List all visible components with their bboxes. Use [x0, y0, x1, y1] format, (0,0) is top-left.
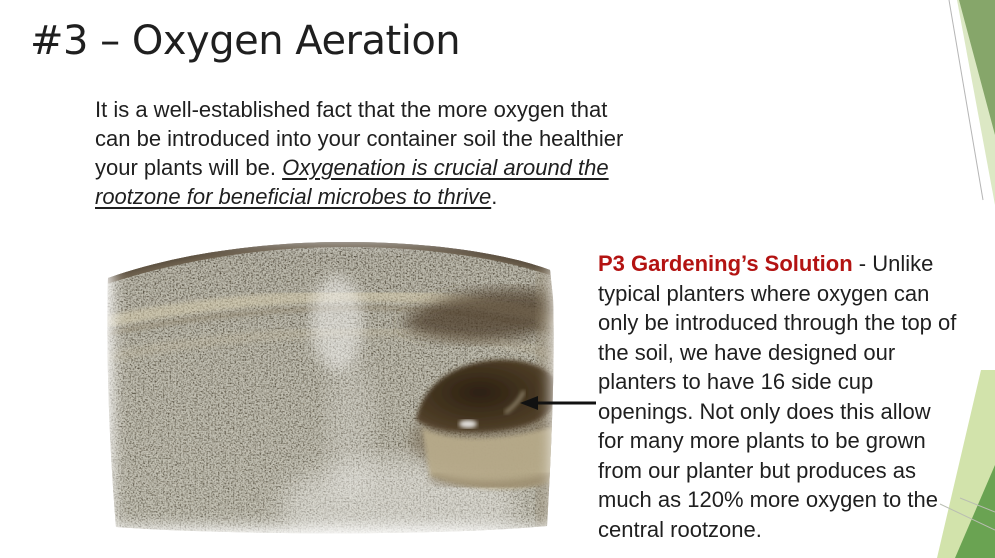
solution-lead: P3 Gardening’s Solution	[598, 251, 853, 276]
solution-paragraph	[598, 249, 962, 544]
solution-separator: -	[852, 251, 873, 276]
bottom-right-accent-shape	[917, 370, 995, 558]
planter-photo	[100, 228, 565, 540]
slide-title: #3 – Oxygen Aeration	[30, 18, 461, 64]
intro-emphasis-text: Oxygenation is crucial around the rootzone for beneficial microbes to thrive	[95, 155, 609, 209]
pointer-arrow-icon	[518, 391, 598, 415]
planter-illustration	[100, 228, 565, 540]
solution-text: Unlike typical planters where oxygen can only be introduced through the top of the soil, we have designed our planters to have 16 side cup openings. Not only does this allow for many more plants to be grown from our planter but produces as much as 120% more oxygen to the central rootzone.	[598, 251, 957, 542]
intro-text: It is a well-established fact that the more oxygen that can be introduced into your container soil the healthier your plants will be.	[95, 97, 624, 180]
intro-period: .	[491, 184, 498, 209]
top-right-accent-shape	[933, 0, 995, 212]
intro-paragraph	[95, 95, 647, 211]
